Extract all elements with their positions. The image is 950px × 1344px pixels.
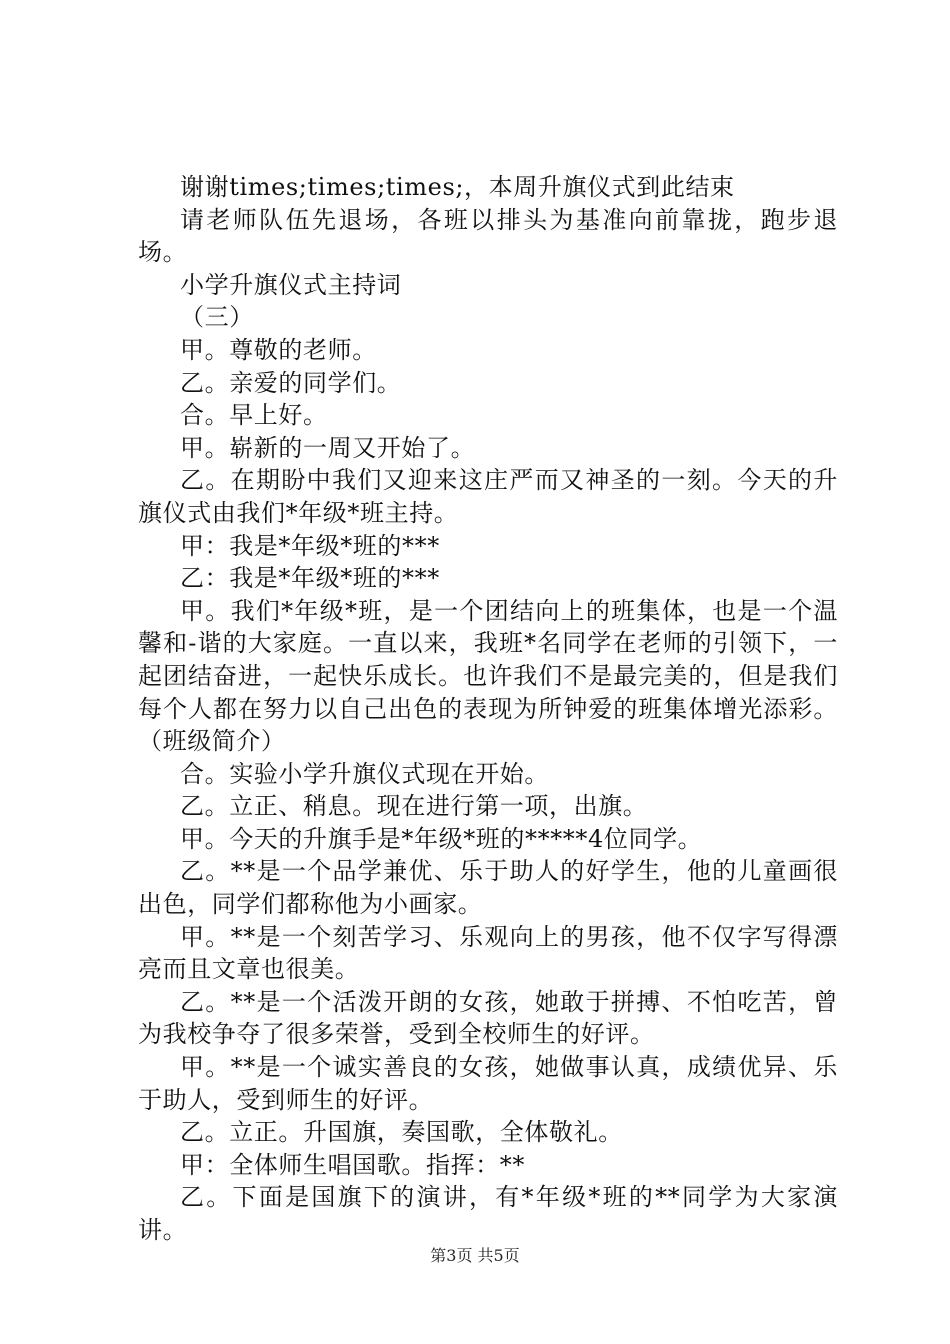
paragraph: 请老师队伍先退场，各班以排头为基准向前靠拢，跑步退场。 (138, 205, 838, 267)
paragraph: 乙。亲爱的同学们。 (180, 368, 402, 397)
paragraph: 乙。**是一个品学兼优、乐于助人的好学生，他的儿童画很出色，同学们都称他为小画家。 (138, 857, 838, 919)
paragraph: 甲。**是一个刻苦学习、乐观向上的男孩，他不仅字写得漂亮而且文章也很美。 (138, 922, 838, 984)
paragraph: 合。早上好。 (180, 401, 328, 430)
paragraph: 甲。我们*年级*班，是一个团结向上的班集体，也是一个温馨和-谐的大家庭。一直以来，我班*名同学在老师的引领下，一起团结奋进，一起快乐成长。也许我们不是最完美的，但是我们每个人都在努力以自己出色的表现为所钟爱的班集体增光添彩。（班级简介） (138, 596, 838, 756)
paragraph: 甲。尊敬的老师。 (180, 335, 377, 364)
paragraph: 合。实验小学升旗仪式现在开始。 (180, 759, 549, 788)
paragraph: 甲。今天的升旗手是*年级*班的*****4位同学。 (180, 824, 703, 853)
paragraph: 谢谢times;times;times;，本周升旗仪式到此结束 (180, 173, 735, 201)
section-number: （三） (180, 303, 254, 332)
paragraph: 甲：全体师生唱国歌。指挥：** (180, 1150, 525, 1179)
document-body (138, 171, 838, 1247)
paragraph: 甲。**是一个诚实善良的女孩，她做事认真，成绩优异、乐于助人，受到师生的好评。 (138, 1053, 838, 1114)
paragraph: 乙。下面是国旗下的演讲，有*年级*班的**同学为大家演讲。 (138, 1183, 838, 1244)
paragraph: 甲。崭新的一周又开始了。 (180, 433, 476, 462)
paragraph: 乙：我是*年级*班的*** (180, 564, 440, 593)
paragraph: 乙。立正、稍息。现在进行第一项，出旗。 (180, 792, 648, 821)
section-title: 小学升旗仪式主持词 (180, 270, 402, 299)
paragraph: 乙。**是一个活泼开朗的女孩，她敢于拼搏、不怕吃苦，曾为我校争夺了很多荣誉，受到全校师生的好评。 (138, 987, 838, 1049)
page-number-footer: 第3页 共5页 (430, 1246, 520, 1265)
paragraph: 乙。在期盼中我们又迎来这庄严而又神圣的一刻。今天的升旗仪式由我们*年级*班主持。 (138, 466, 838, 527)
paragraph: 甲：我是*年级*班的*** (180, 531, 440, 560)
paragraph: 乙。立正。升国旗，奏国歌，全体敬礼。 (180, 1118, 623, 1147)
